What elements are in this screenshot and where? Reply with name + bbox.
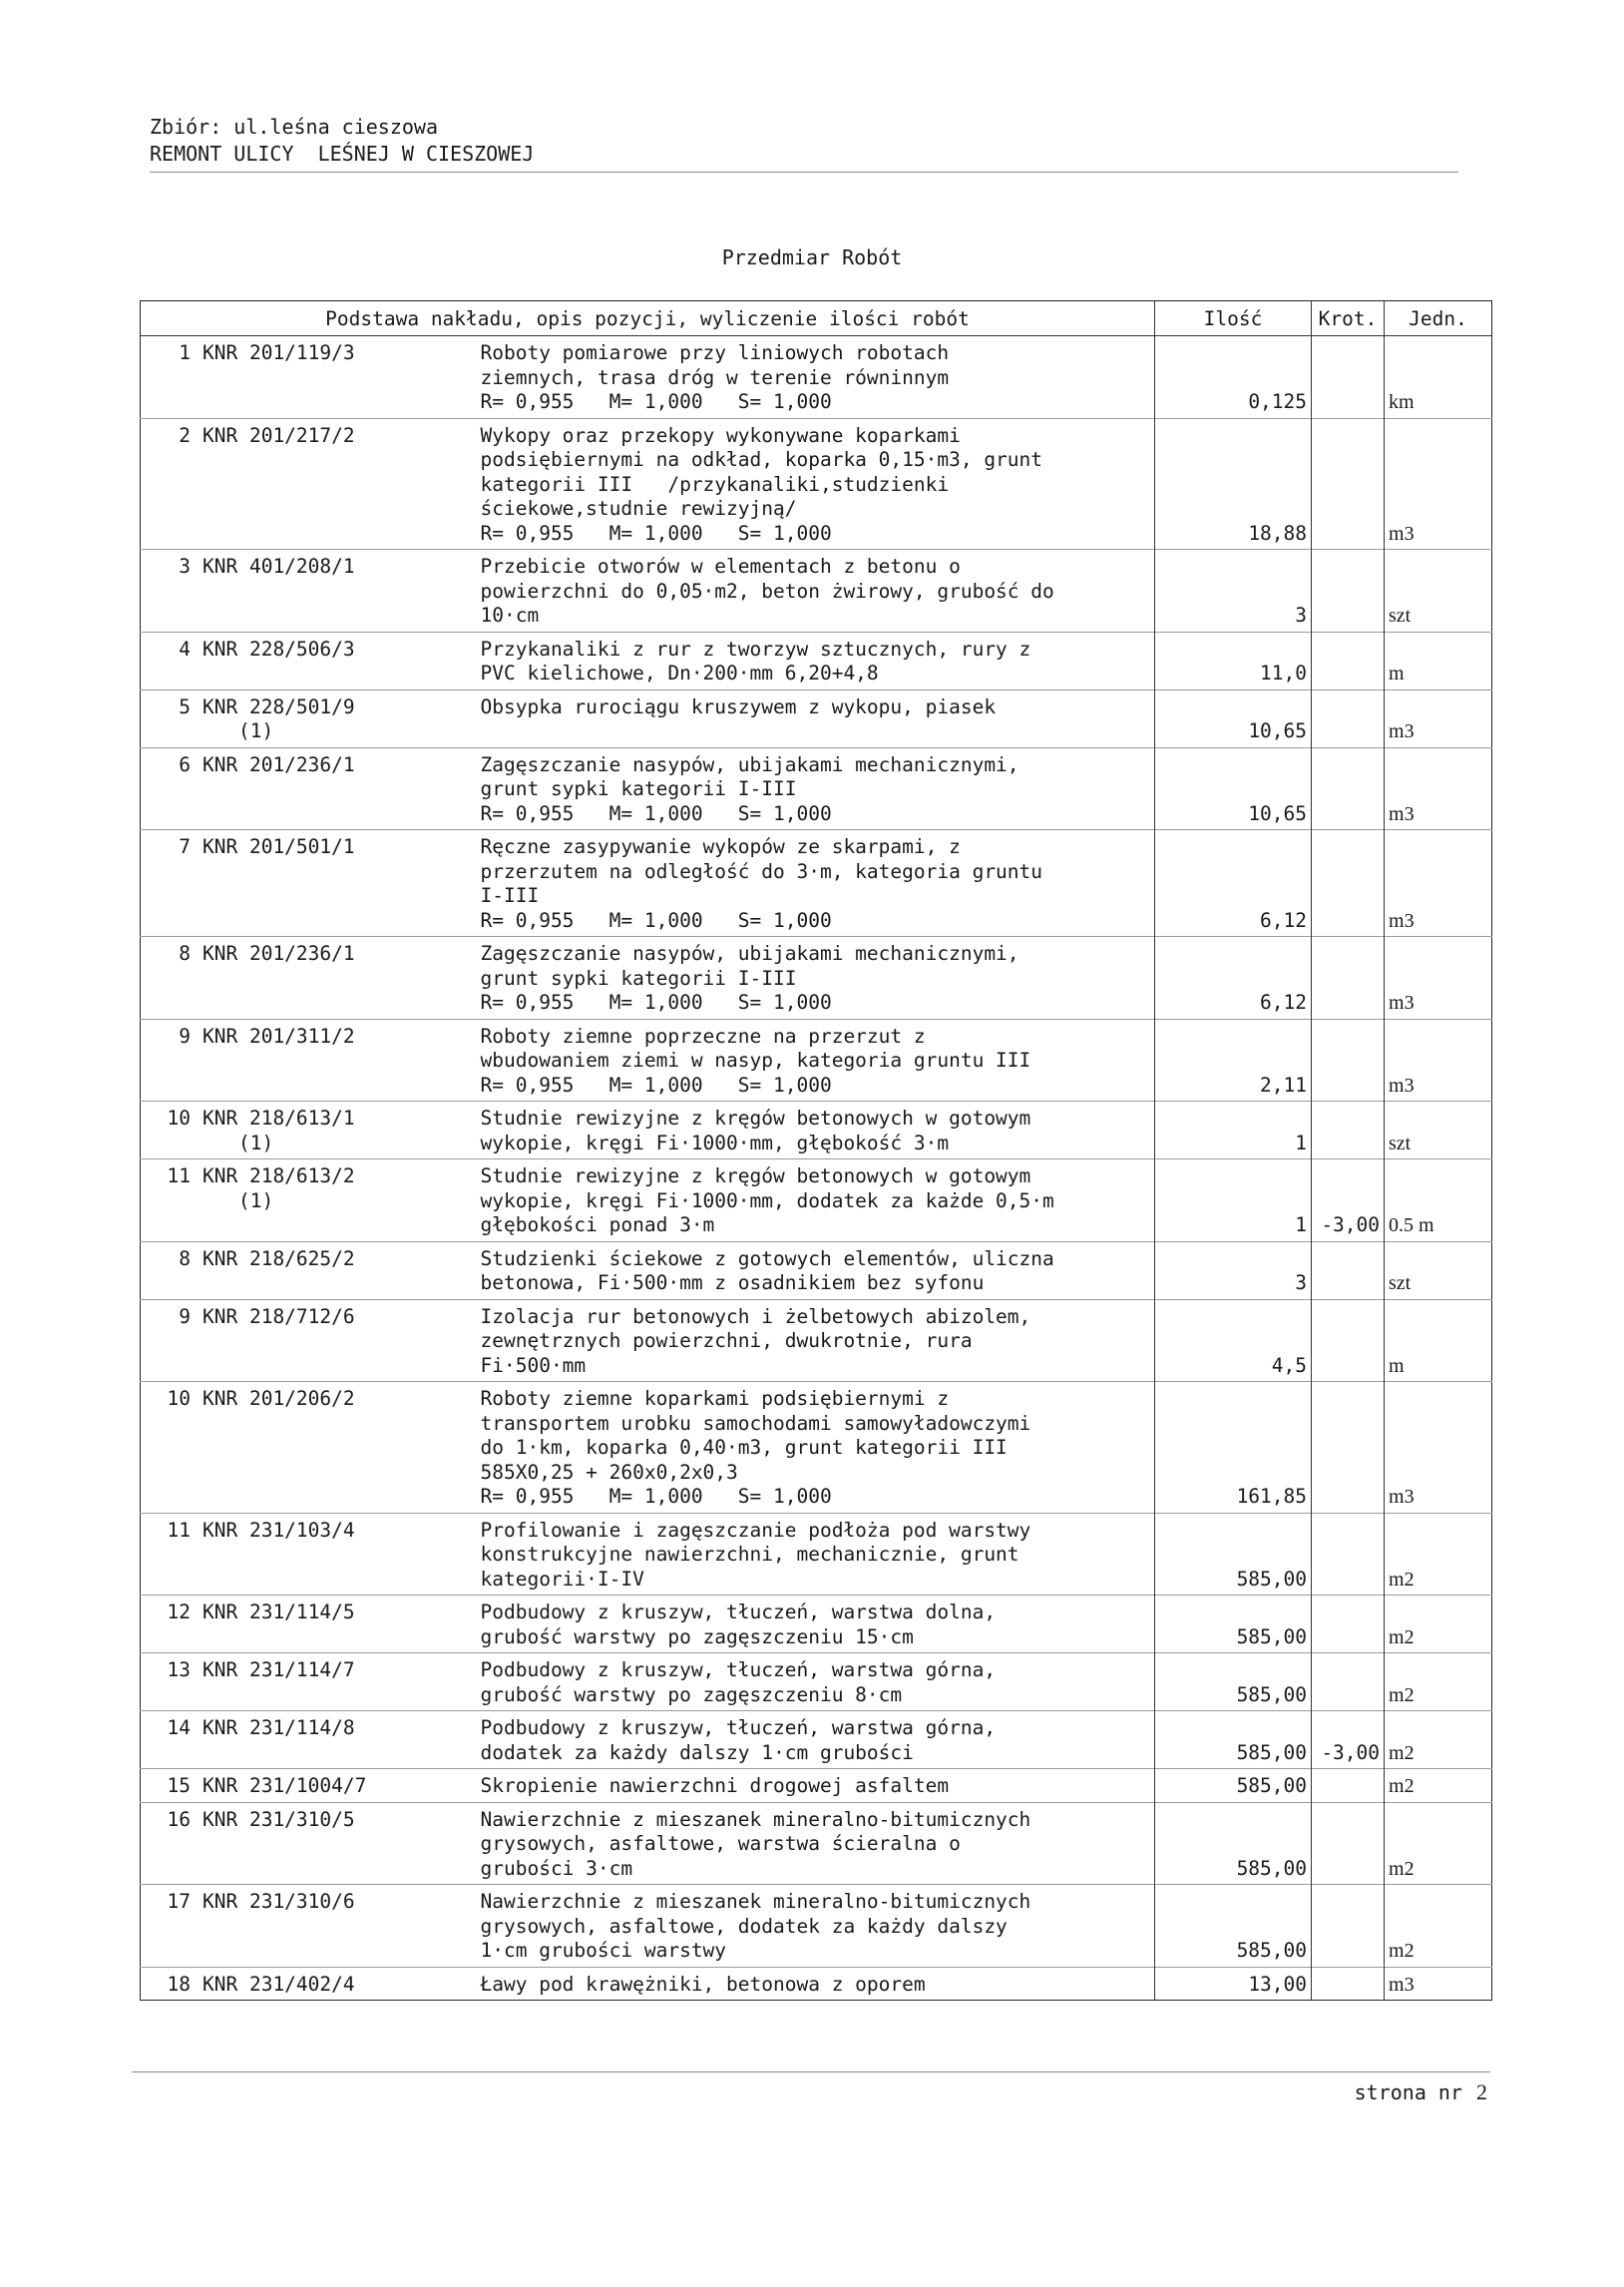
multiplier-cell [1312, 1102, 1385, 1159]
description-line: Podbudowy z kruszyw, tłuczeń, warstwa górna, [480, 1658, 997, 1681]
table-row [141, 747, 1492, 830]
norm-variant: (1) [238, 1131, 274, 1154]
position-basis-cell [141, 1596, 467, 1653]
unit-cell [1385, 1102, 1492, 1159]
description-line: 10·cm [480, 604, 540, 627]
unit-value: m2 [1389, 1741, 1415, 1764]
footer-divider [132, 2071, 1490, 2072]
position-number: 14 [167, 1716, 191, 1739]
description-line: Ławy pod krawężniki, betonowa z oporem [480, 1972, 926, 1996]
description-line: Zagęszczanie nasypów, ubijakami mechanicznymi, [480, 752, 1019, 776]
position-basis-cell [141, 747, 467, 830]
table-header-row [141, 301, 1492, 336]
table-row [141, 1102, 1492, 1159]
position-basis-cell [141, 1019, 467, 1102]
unit-cell [1385, 830, 1492, 937]
quantity-cell: 10,65 [1155, 747, 1312, 830]
column-header-description: Podstawa nakładu, opis pozycji, wyliczenie ilości robót [141, 301, 1155, 336]
multiplier-cell [1312, 1653, 1385, 1711]
position-basis-cell [141, 689, 467, 747]
unit-cell [1385, 1596, 1492, 1653]
norm-code: KNR 218/613/1 [203, 1107, 355, 1130]
quantity-cell: 6,12 [1155, 937, 1312, 1020]
description-cell [467, 1885, 1155, 1968]
quantity-cell: 585,00 [1155, 1769, 1312, 1803]
position-basis-cell [141, 1241, 467, 1299]
unit-value: m3 [1389, 720, 1415, 742]
position-basis-cell [141, 937, 467, 1020]
quantity-cell: 0,125 [1155, 336, 1312, 419]
description-cell [467, 1241, 1155, 1299]
description-cell [467, 336, 1155, 419]
table-row [141, 1653, 1492, 1711]
description-line: konstrukcyjne nawierzchni, mechanicznie, grunt [480, 1543, 1019, 1566]
multiplier-cell [1312, 1241, 1385, 1299]
position-basis-cell [141, 550, 467, 633]
multiplier-cell [1312, 1802, 1385, 1885]
position-code [145, 1774, 463, 1799]
multiplier-cell: -3,00 [1312, 1711, 1385, 1769]
norm-code: KNR 231/114/8 [203, 1716, 355, 1739]
unit-value: m3 [1389, 1074, 1415, 1097]
table-row [141, 1513, 1492, 1596]
table-row [141, 1967, 1492, 2001]
position-number: 9 [179, 1304, 191, 1328]
position-number: 7 [179, 835, 191, 858]
quantity-cell: 585,00 [1155, 1653, 1312, 1711]
norm-code: KNR 228/506/3 [203, 637, 355, 661]
position-number: 11 [167, 1164, 191, 1187]
description-line: Profilowanie i zagęszczanie podłoża pod warstwy [480, 1518, 1031, 1542]
position-number: 1 [179, 341, 191, 364]
multiplier-cell [1312, 632, 1385, 689]
multiplier-cell [1312, 336, 1385, 419]
description-line: Wykopy oraz przekopy wykonywane koparkami [480, 423, 961, 447]
position-code [145, 1387, 463, 1412]
position-basis-cell [141, 1513, 467, 1596]
quantity-cell: 161,85 [1155, 1382, 1312, 1514]
position-number: 2 [179, 423, 191, 447]
description-line: transportem urobku samochodami samowyładowczymi [480, 1411, 1031, 1435]
unit-value: m2 [1389, 1568, 1415, 1591]
position-code [145, 1890, 463, 1915]
position-code [145, 638, 463, 663]
quantity-cell: 1 [1155, 1102, 1312, 1159]
position-number: 8 [179, 1246, 191, 1270]
position-code [145, 1247, 463, 1272]
description-line: Studnie rewizyjne z kręgów betonowych w gotowym [480, 1164, 1031, 1187]
column-header-multiplier: Krot. [1312, 301, 1385, 336]
position-number: 9 [179, 1024, 191, 1048]
unit-cell [1385, 1159, 1492, 1242]
unit-value: m2 [1389, 1683, 1415, 1706]
description-cell [467, 1019, 1155, 1102]
description-cell [467, 1711, 1155, 1769]
unit-cell [1385, 336, 1492, 419]
norm-code: KNR 231/1004/7 [203, 1774, 367, 1797]
position-basis-cell [141, 1885, 467, 1968]
quantity-cell: 3 [1155, 1241, 1312, 1299]
description-cell [467, 1102, 1155, 1159]
multiplier-cell [1312, 1513, 1385, 1596]
position-code [145, 1716, 463, 1741]
description-line: ściekowe,studnie rewizyjną/ [480, 497, 797, 520]
unit-value: szt [1389, 605, 1412, 627]
position-code [145, 1305, 463, 1330]
column-header-unit: Jedn. [1385, 301, 1492, 336]
position-basis-cell [141, 1299, 467, 1382]
description-line: Przykanaliki z rur z tworzyw sztucznych, rury z [480, 637, 1031, 661]
unit-cell [1385, 1711, 1492, 1769]
norm-code: KNR 401/208/1 [203, 555, 355, 578]
position-basis-cell [141, 1802, 467, 1885]
position-basis-cell [141, 336, 467, 419]
description-cell [467, 550, 1155, 633]
description-line: 585X0,25 + 260x0,2x0,3 [480, 1460, 738, 1484]
description-line: Roboty ziemne koparkami podsiębiernymi z [480, 1387, 950, 1410]
position-number: 4 [179, 637, 191, 661]
position-number: 17 [167, 1890, 191, 1913]
unit-cell [1385, 1885, 1492, 1968]
position-number: 13 [167, 1658, 191, 1681]
unit-value: m3 [1389, 909, 1415, 932]
description-line: R= 0,955 M= 1,000 S= 1,000 [480, 801, 832, 825]
table-row [141, 1299, 1492, 1382]
description-cell [467, 1382, 1155, 1514]
description-line: Roboty ziemne poprzeczne na przerzut z [480, 1024, 926, 1048]
description-line: wykopie, kręgi Fi·1000·mm, dodatek za każde 0,5·m [480, 1188, 1054, 1212]
description-cell [467, 1967, 1155, 2001]
page-title: Przedmiar Robót [721, 245, 903, 269]
unit-value: szt [1389, 1272, 1412, 1294]
quantity-cell: 13,00 [1155, 1967, 1312, 2001]
unit-cell [1385, 1513, 1492, 1596]
unit-value: m3 [1389, 522, 1415, 545]
unit-cell [1385, 747, 1492, 830]
description-line: zewnętrznych powierzchni, dwukrotnie, rura [480, 1329, 973, 1352]
description-line: podsiębiernymi na odkład, koparka 0,15·m3, grunt [480, 448, 1043, 471]
multiplier-cell [1312, 937, 1385, 1020]
quantity-cell: 11,0 [1155, 632, 1312, 689]
position-number: 10 [167, 1387, 191, 1410]
norm-code: KNR 228/501/9 [203, 694, 355, 718]
position-number: 15 [167, 1774, 191, 1797]
norm-variant: (1) [238, 719, 274, 742]
position-code [145, 1025, 463, 1050]
description-line: wbudowaniem ziemi w nasyp, kategoria gruntu III [480, 1049, 1031, 1072]
description-line: Nawierzchnie z mieszanek mineralno-bitumicznych [480, 1807, 1031, 1831]
table-row [141, 632, 1492, 689]
table-row [141, 1711, 1492, 1769]
norm-code: KNR 218/625/2 [203, 1246, 355, 1270]
description-cell [467, 1653, 1155, 1711]
description-line: Podbudowy z kruszyw, tłuczeń, warstwa górna, [480, 1716, 997, 1739]
bill-of-quantities-table [140, 300, 1492, 2001]
quantity-cell: 585,00 [1155, 1885, 1312, 1968]
page-footer [1355, 2079, 1487, 2105]
position-number: 18 [167, 1972, 191, 1996]
norm-code: KNR 218/613/2 [203, 1164, 355, 1187]
description-line: R= 0,955 M= 1,000 S= 1,000 [480, 908, 832, 932]
quantity-cell: 585,00 [1155, 1513, 1312, 1596]
description-line: Roboty pomiarowe przy liniowych robotach [480, 341, 950, 364]
description-line: R= 0,955 M= 1,000 S= 1,000 [480, 1073, 832, 1097]
unit-cell [1385, 937, 1492, 1020]
norm-code: KNR 201/217/2 [203, 423, 355, 447]
norm-code: KNR 201/236/1 [203, 752, 355, 776]
description-line: Obsypka rurociągu kruszywem z wykopu, piasek [480, 694, 997, 718]
position-code [145, 695, 463, 720]
table-row [141, 1802, 1492, 1885]
description-cell [467, 1299, 1155, 1382]
column-header-quantity: Ilość [1155, 301, 1312, 336]
multiplier-cell [1312, 1596, 1385, 1653]
description-line: grubość warstwy po zagęszczeniu 15·cm [480, 1624, 914, 1648]
position-basis-cell [141, 830, 467, 937]
unit-cell [1385, 632, 1492, 689]
unit-value: m2 [1389, 1857, 1415, 1880]
position-code [145, 753, 463, 778]
norm-code: KNR 231/310/5 [203, 1807, 355, 1831]
multiplier-cell [1312, 550, 1385, 633]
description-line: grubość warstwy po zagęszczeniu 8·cm [480, 1682, 903, 1706]
unit-cell [1385, 1241, 1492, 1299]
description-line: ziemnych, trasa dróg w terenie równinnym [480, 365, 950, 389]
quantity-cell: 585,00 [1155, 1596, 1312, 1653]
description-line: I-III [480, 884, 540, 907]
description-line: grunt sypki kategorii I-III [480, 966, 797, 990]
multiplier-cell [1312, 1769, 1385, 1803]
description-cell [467, 632, 1155, 689]
position-number: 16 [167, 1807, 191, 1831]
unit-value: km [1389, 391, 1415, 413]
description-line: wykopie, kręgi Fi·1000·mm, głębokość 3·m [480, 1131, 950, 1154]
multiplier-cell [1312, 1299, 1385, 1382]
description-cell [467, 1513, 1155, 1596]
unit-cell [1385, 550, 1492, 633]
norm-code: KNR 201/206/2 [203, 1387, 355, 1410]
quantity-cell: 1 [1155, 1159, 1312, 1242]
collection-name: Zbiór: ul.leśna cieszowa [150, 115, 438, 139]
norm-code: KNR 231/103/4 [203, 1518, 355, 1542]
position-basis-cell [141, 418, 467, 550]
unit-cell [1385, 1299, 1492, 1382]
position-code [145, 555, 463, 580]
project-name: REMONT ULICY LEŚNEJ W CIESZOWEJ [150, 142, 535, 166]
norm-code: KNR 201/311/2 [203, 1024, 355, 1048]
description-cell [467, 830, 1155, 937]
description-line: Fi·500·mm [480, 1353, 587, 1377]
description-line: Studnie rewizyjne z kręgów betonowych w gotowym [480, 1107, 1031, 1130]
table-row [141, 937, 1492, 1020]
unit-value: m3 [1389, 992, 1415, 1014]
description-line: Podbudowy z kruszyw, tłuczeń, warstwa dolna, [480, 1601, 997, 1623]
description-cell [467, 1802, 1155, 1885]
description-line: Izolacja rur betonowych i żelbetowych abizolem, [480, 1304, 1031, 1328]
multiplier-cell [1312, 689, 1385, 747]
position-code [145, 1808, 463, 1833]
quantity-cell: 10,65 [1155, 689, 1312, 747]
norm-variant: (1) [238, 1188, 274, 1212]
table-row [141, 1019, 1492, 1102]
description-line: R= 0,955 M= 1,000 S= 1,000 [480, 1485, 832, 1508]
description-line: betonowa, Fi·500·mm z osadnikiem bez syfonu [480, 1271, 985, 1294]
position-number: 3 [179, 555, 191, 578]
position-code [145, 942, 463, 967]
description-cell [467, 747, 1155, 830]
multiplier-cell [1312, 830, 1385, 937]
table-row [141, 689, 1492, 747]
quantity-cell: 6,12 [1155, 830, 1312, 937]
norm-code: KNR 201/236/1 [203, 942, 355, 965]
unit-value: 0.5 m [1389, 1214, 1434, 1236]
unit-cell [1385, 1967, 1492, 2001]
position-code [145, 1519, 463, 1544]
multiplier-cell [1312, 1019, 1385, 1102]
table-row [141, 1382, 1492, 1514]
description-line: Skropienie nawierzchni drogowej asfaltem [480, 1774, 950, 1797]
quantity-cell: 585,00 [1155, 1802, 1312, 1885]
description-line: dodatek za każdy dalszy 1·cm grubości [480, 1740, 914, 1764]
description-line: grysowych, asfaltowe, warstwa ścieralna o [480, 1832, 961, 1855]
quantity-cell: 4,5 [1155, 1299, 1312, 1382]
description-line: przerzutem na odległość do 3·m, kategoria gruntu [480, 859, 1043, 883]
position-number: 11 [167, 1518, 191, 1542]
quantity-cell: 585,00 [1155, 1711, 1312, 1769]
description-line: 1·cm grubości warstwy [480, 1939, 727, 1962]
unit-cell [1385, 689, 1492, 747]
unit-cell [1385, 1802, 1492, 1885]
multiplier-cell [1312, 1967, 1385, 2001]
description-line: grysowych, asfaltowe, dodatek za każdy dalszy [480, 1914, 1008, 1938]
unit-value: m [1389, 663, 1405, 685]
table-row [141, 1159, 1492, 1242]
page-number: 2 [1476, 2079, 1487, 2104]
position-code [145, 341, 463, 366]
description-line: kategorii III /przykanaliki,studzienki [480, 472, 950, 496]
position-code [145, 835, 463, 860]
description-line: Przebicie otworów w elementach z betonu o [480, 555, 961, 578]
norm-code: KNR 231/114/5 [203, 1601, 355, 1623]
table-row [141, 336, 1492, 419]
position-code [145, 424, 463, 449]
table-row [141, 550, 1492, 633]
unit-value: m2 [1389, 1775, 1415, 1797]
multiplier-cell [1312, 1382, 1385, 1514]
unit-value: m2 [1389, 1940, 1415, 1962]
position-basis-cell [141, 1769, 467, 1803]
position-basis-cell [141, 1102, 467, 1159]
norm-code: KNR 231/310/6 [203, 1890, 355, 1913]
description-line: kategorii·I-IV [480, 1567, 644, 1591]
position-code [145, 1658, 463, 1683]
position-code [145, 1973, 463, 1998]
description-line: grunt sypki kategorii I-III [480, 777, 797, 800]
multiplier-cell: -3,00 [1312, 1159, 1385, 1242]
unit-value: m3 [1389, 1486, 1415, 1508]
quantity-cell: 2,11 [1155, 1019, 1312, 1102]
unit-cell [1385, 1653, 1492, 1711]
position-number: 8 [179, 942, 191, 965]
unit-value: m3 [1389, 802, 1415, 825]
description-line: Ręczne zasypywanie wykopów ze skarpami, z [480, 835, 961, 858]
description-cell [467, 937, 1155, 1020]
unit-cell [1385, 1019, 1492, 1102]
unit-cell [1385, 1382, 1492, 1514]
multiplier-cell [1312, 418, 1385, 550]
description-line: głębokości ponad 3·m [480, 1213, 715, 1236]
description-line: R= 0,955 M= 1,000 S= 1,000 [480, 390, 832, 413]
unit-value: szt [1389, 1132, 1412, 1154]
description-line: grubości 3·cm [480, 1856, 633, 1880]
description-line: do 1·km, koparka 0,40·m3, grunt kategorii III [480, 1436, 1008, 1459]
position-basis-cell [141, 1967, 467, 2001]
norm-code: KNR 201/119/3 [203, 341, 355, 364]
description-line: R= 0,955 M= 1,000 S= 1,000 [480, 991, 832, 1014]
position-basis-cell [141, 1382, 467, 1514]
table-row [141, 1769, 1492, 1803]
header-divider [150, 172, 1458, 173]
table-row [141, 830, 1492, 937]
description-line: Studzienki ściekowe z gotowych elementów, uliczna [480, 1246, 1054, 1270]
table-row [141, 1885, 1492, 1968]
quantity-cell: 3 [1155, 550, 1312, 633]
position-code [145, 1164, 463, 1189]
quantity-cell: 18,88 [1155, 418, 1312, 550]
description-line: R= 0,955 M= 1,000 S= 1,000 [480, 521, 832, 545]
position-code [145, 1601, 463, 1625]
norm-code: KNR 201/501/1 [203, 835, 355, 858]
position-number: 6 [179, 752, 191, 776]
norm-code: KNR 218/712/6 [203, 1304, 355, 1328]
table-row [141, 1241, 1492, 1299]
page-label: strona nr [1354, 2080, 1462, 2104]
unit-value: m [1389, 1354, 1405, 1377]
table-row [141, 418, 1492, 550]
description-line: Zagęszczanie nasypów, ubijakami mechanicznymi, [480, 942, 1019, 965]
description-cell [467, 689, 1155, 747]
position-basis-cell [141, 1159, 467, 1242]
position-code [145, 1107, 463, 1132]
position-number: 12 [167, 1601, 191, 1623]
position-basis-cell [141, 632, 467, 689]
description-cell [467, 1596, 1155, 1653]
position-number: 5 [179, 694, 191, 718]
unit-value: m3 [1389, 1973, 1415, 1996]
description-cell [467, 418, 1155, 550]
position-number: 10 [167, 1107, 191, 1130]
multiplier-cell [1312, 747, 1385, 830]
position-basis-cell [141, 1711, 467, 1769]
norm-code: KNR 231/402/4 [203, 1972, 355, 1996]
unit-cell [1385, 418, 1492, 550]
description-cell [467, 1769, 1155, 1803]
unit-value: m2 [1389, 1625, 1415, 1648]
table-row [141, 1596, 1492, 1653]
description-cell [467, 1159, 1155, 1242]
unit-cell [1385, 1769, 1492, 1803]
description-line: powierzchni do 0,05·m2, beton żwirowy, grubość do [480, 579, 1054, 603]
description-line: PVC kielichowe, Dn·200·mm 6,20+4,8 [480, 662, 879, 685]
norm-code: KNR 231/114/7 [203, 1658, 355, 1681]
multiplier-cell [1312, 1885, 1385, 1968]
position-basis-cell [141, 1653, 467, 1711]
description-line: Nawierzchnie z mieszanek mineralno-bitumicznych [480, 1890, 1031, 1913]
